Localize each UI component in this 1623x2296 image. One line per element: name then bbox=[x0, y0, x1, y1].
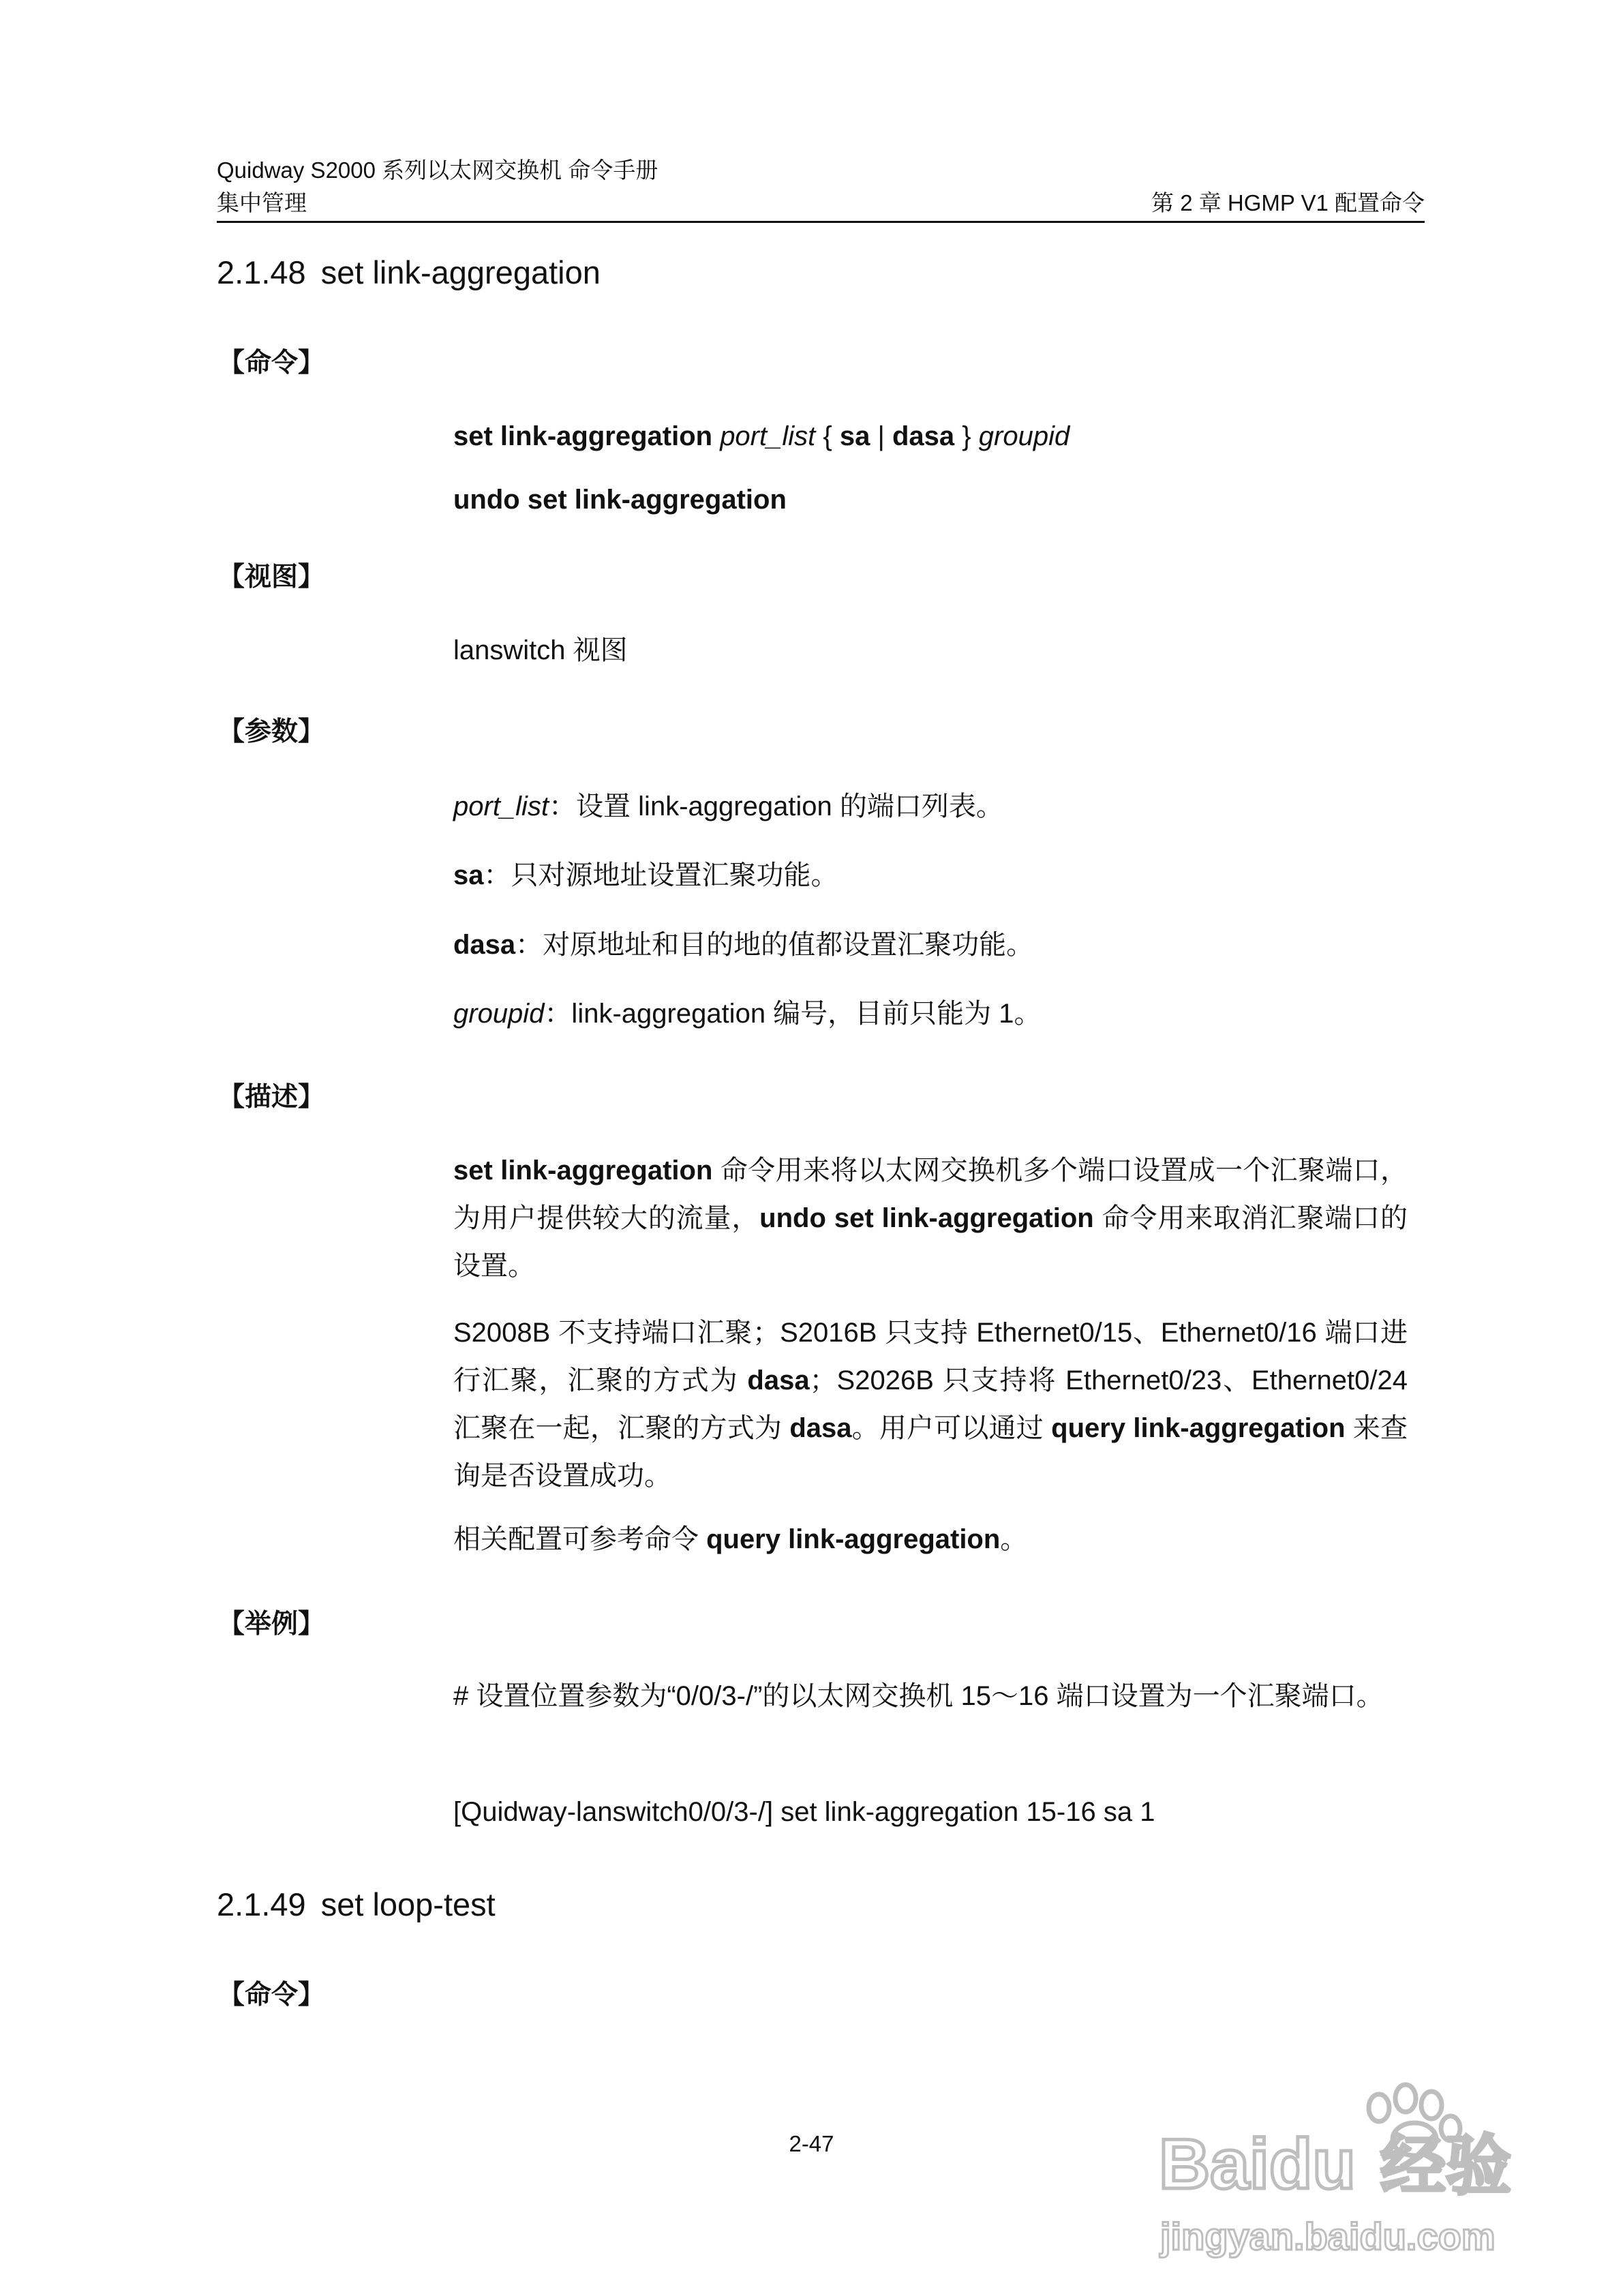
desc-paragraph-3 bbox=[453, 1526, 1408, 1553]
desc-text: 相关配置可参考命令 bbox=[453, 1524, 707, 1554]
section-heading-2-1-48 bbox=[217, 256, 601, 288]
desc-text: 来查询是否设置成功。 bbox=[453, 1413, 1408, 1491]
desc-keyword: undo set link-aggregation bbox=[759, 1203, 1094, 1233]
paw-toe-icon bbox=[1421, 2091, 1442, 2119]
paw-toe-icon bbox=[1395, 2085, 1416, 2112]
header-chapter: 第 2 章 HGMP V1 配置命令 bbox=[1151, 190, 1425, 215]
page-number: 2-47 bbox=[789, 2131, 834, 2156]
param-name: dasa bbox=[453, 930, 516, 960]
desc-text: ；S2026B 只支持将 Ethernet0/23、Ethernet0/24 汇聚在一起，汇聚的方式为 bbox=[453, 1365, 1408, 1443]
param-dasa bbox=[453, 931, 1408, 958]
header-rule bbox=[217, 221, 1425, 223]
command-keyword: set link-aggregation bbox=[453, 421, 713, 451]
section-number: 2.1.48 bbox=[217, 254, 306, 290]
desc-text: 。用户可以通过 bbox=[851, 1413, 1052, 1443]
command-arg-port-list: port_list bbox=[720, 421, 816, 451]
example-code: [Quidway-lanswitch0/0/3-/] set link-aggregation 15-16 sa 1 bbox=[453, 1797, 1155, 1827]
desc-text: S2008B 不支持端口汇聚；S2016B 只支持 Ethernet0/15、Ethernet0/16 端口进行汇聚，汇聚的方式为 bbox=[453, 1318, 1408, 1395]
param-port-list bbox=[453, 793, 1408, 820]
desc-keyword: query link-aggregation bbox=[706, 1524, 1001, 1554]
param-groupid bbox=[453, 1000, 1408, 1027]
param-name: sa bbox=[453, 860, 484, 890]
label-view: 【视图】 bbox=[218, 562, 325, 592]
desc-text: 命令用来将以太网交换机多个端口设置成一个汇聚端口，为用户提供较大的流量， bbox=[453, 1155, 1408, 1233]
command-undo-line: undo set link-aggregation bbox=[453, 485, 787, 515]
desc-keyword: dasa bbox=[747, 1365, 810, 1395]
watermark-brand: Baidu bbox=[1159, 2125, 1356, 2204]
option-sa: sa bbox=[839, 421, 870, 451]
desc-keyword: query link-aggregation bbox=[1051, 1413, 1346, 1443]
watermark-cn: 经验 bbox=[1380, 2128, 1511, 2204]
section-heading-2-1-49 bbox=[217, 1888, 496, 1920]
label-example: 【举例】 bbox=[218, 1610, 325, 1639]
baidu-jingyan-watermark bbox=[1152, 2066, 1554, 2263]
brace-close: } bbox=[962, 421, 971, 451]
desc-text: 命令用来取消汇聚端口的设置。 bbox=[453, 1203, 1408, 1281]
label-desc: 【描述】 bbox=[218, 1083, 325, 1112]
desc-text: 。 bbox=[1000, 1524, 1028, 1554]
command-syntax-line bbox=[453, 423, 1408, 450]
label-params: 【参数】 bbox=[218, 717, 325, 746]
label-command: 【命令】 bbox=[218, 348, 325, 378]
param-sa bbox=[453, 862, 1408, 889]
view-text: lanswitch 视图 bbox=[453, 635, 628, 665]
header-module: 集中管理 bbox=[217, 190, 307, 215]
watermark-url: jingyan.baidu.com bbox=[1160, 2215, 1496, 2258]
example-comment: # 设置位置参数为“0/0/3-/”的以太网交换机 15～16 端口设置为一个汇聚端口。 bbox=[453, 1681, 1384, 1711]
param-name: groupid bbox=[453, 999, 545, 1029]
desc-paragraph-2 bbox=[453, 1309, 1408, 1500]
label-command: 【命令】 bbox=[218, 1980, 325, 2010]
paw-toe-icon bbox=[1369, 2094, 1389, 2121]
param-desc: ：link-aggregation 编号，目前只能为 1。 bbox=[544, 999, 1042, 1029]
brace-open: { bbox=[823, 421, 832, 451]
desc-paragraph-1 bbox=[453, 1147, 1408, 1290]
header-title: Quidway S2000 系列以太网交换机 命令手册 bbox=[217, 157, 658, 183]
desc-keyword: dasa bbox=[789, 1413, 852, 1443]
section-title: set link-aggregation bbox=[320, 254, 601, 290]
section-title: set loop-test bbox=[320, 1886, 496, 1922]
option-separator: | bbox=[877, 421, 885, 451]
param-desc: ：只对源地址设置汇聚功能。 bbox=[483, 860, 838, 890]
param-desc: ：对原地址和目的地的值都设置汇聚功能。 bbox=[515, 930, 1034, 960]
command-arg-groupid: groupid bbox=[978, 421, 1070, 451]
desc-keyword: set link-aggregation bbox=[453, 1155, 713, 1185]
section-number: 2.1.49 bbox=[217, 1886, 306, 1922]
option-dasa: dasa bbox=[892, 421, 955, 451]
param-desc: ：设置 link-aggregation 的端口列表。 bbox=[549, 791, 1003, 821]
param-name: port_list bbox=[453, 791, 549, 821]
